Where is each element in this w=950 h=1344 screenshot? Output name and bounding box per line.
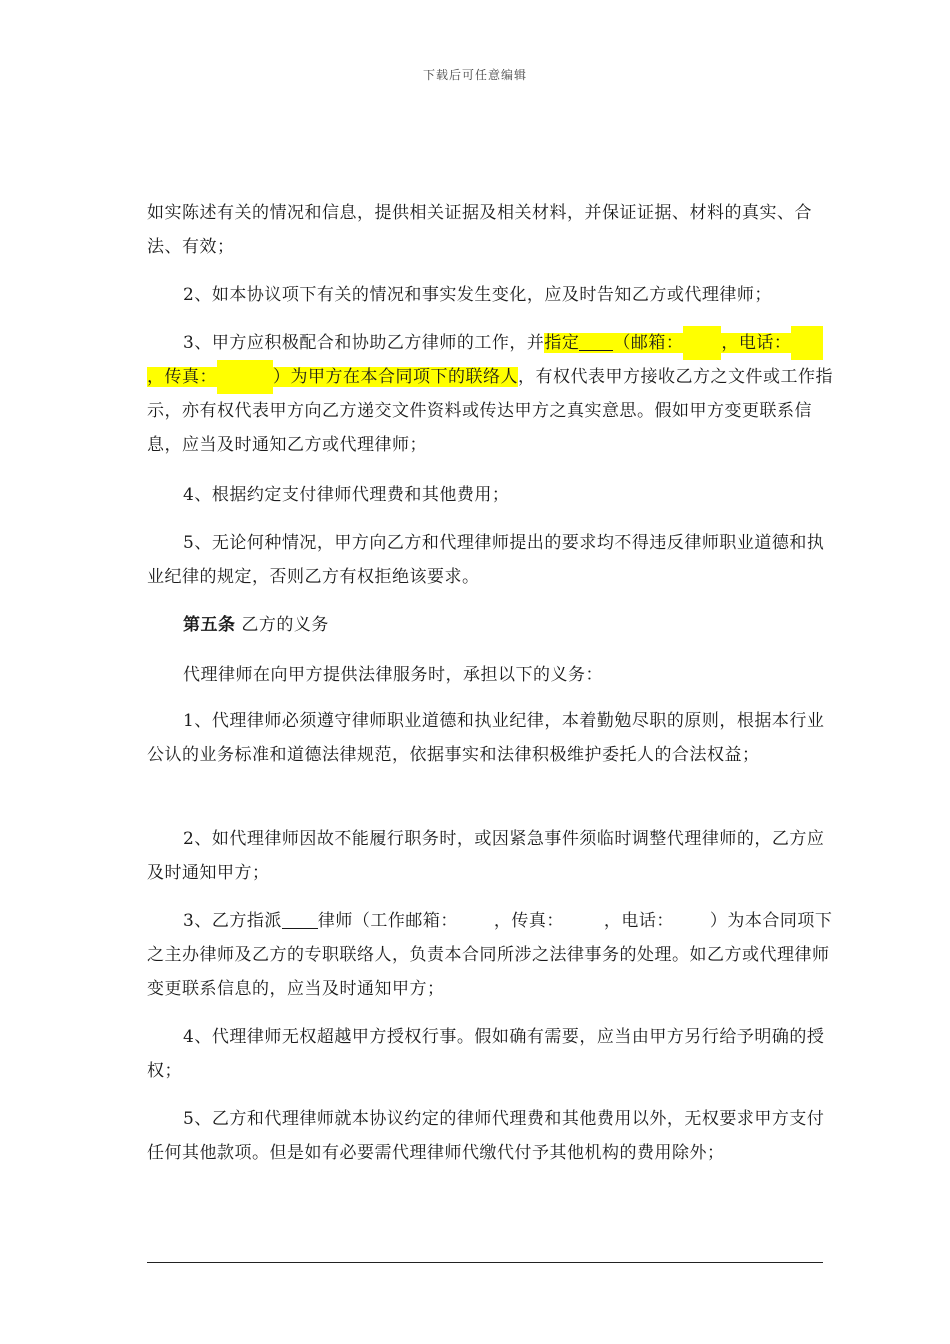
highlighted-space <box>217 360 273 394</box>
clause-text: 3、乙方指派 <box>183 911 282 931</box>
footer-divider <box>147 1262 823 1263</box>
clause-item-5: 5、无论何种情况，甲方向乙方和代理律师提出的要求均不得违反律师职业道德和执业纪律的规定，否则乙方有权拒绝该要求。 <box>147 533 825 587</box>
obligation-item-3-contact <box>147 904 837 1006</box>
highlighted-space <box>683 326 721 360</box>
empty-space <box>674 904 710 938</box>
clause-text: ，有权代表甲方接收乙方之文件或工作指示，亦有权代表甲方向乙方递交文件资料或传达甲方之真实意思。假如甲方变更联系信息，应当及时通知乙方或代理律师； <box>147 367 833 455</box>
highlighted-text: 指定 <box>544 333 580 353</box>
clause-text: 3、甲方应积极配合和协助乙方律师的工作，并 <box>183 333 545 353</box>
clause-text: ，电话： <box>603 911 674 931</box>
obligation-item-2: 2、如代理律师因故不能履行职务时，或因紧急事件须临时调整代理律师的，乙方应及时通知甲方； <box>147 829 825 883</box>
highlighted-text: ）为甲方在本合同项下的联络人 <box>273 367 518 387</box>
page-header: 下载后可任意编辑 <box>422 68 527 82</box>
obligation-item-4: 4、代理律师无权超越甲方授权行事。假如确有需要，应当由甲方另行给予明确的授权； <box>147 1027 825 1081</box>
clause-text: ，传真： <box>493 911 564 931</box>
clause-item-2: 2、如本协议项下有关的情况和事实发生变化，应及时告知乙方或代理律师； <box>183 285 772 305</box>
fill-blank[interactable] <box>282 910 318 929</box>
clause-text: ）为本合同项下之主办律师及乙方的专职联络人，负责本合同所涉之法律事务的处理。如乙方或代理律师变更联系信息的，应当及时通知甲方； <box>147 911 833 999</box>
article-title: 乙方的义务 <box>235 615 329 635</box>
paragraph-continuation: 如实陈述有关的情况和信息，提供相关证据及相关材料，并保证证据、材料的真实、合法、有效； <box>147 203 812 257</box>
fill-blank[interactable] <box>579 332 613 351</box>
article-number: 第五条 <box>183 615 236 635</box>
obligation-item-5: 5、乙方和代理律师就本协议约定的律师代理费和其他费用以外，无权要求甲方支付任何其他款项。但是如有必要需代理律师代缴代付予其他机构的费用除外； <box>147 1109 825 1163</box>
article-heading <box>147 608 837 642</box>
clause-text: 律师（工作邮箱： <box>317 911 458 931</box>
clause-item-3-contact <box>147 326 837 462</box>
article-intro: 代理律师在向甲方提供法律服务时，承担以下的义务： <box>183 665 603 685</box>
highlighted-blank <box>579 333 613 353</box>
clause-item-4: 4、根据约定支付律师代理费和其他费用； <box>183 485 510 505</box>
empty-space <box>458 904 494 938</box>
highlighted-space <box>791 326 823 360</box>
empty-space <box>564 904 604 938</box>
highlighted-text: ，传真： <box>147 367 217 387</box>
highlighted-text: ，电话： <box>721 333 792 353</box>
highlighted-text: （邮箱： <box>613 333 684 353</box>
obligation-item-1: 1、代理律师必须遵守律师职业道德和执业纪律，本着勤勉尽职的原则，根据本行业公认的业务标准和道德法律规范，依据事实和法律积极维护委托人的合法权益； <box>147 711 825 765</box>
